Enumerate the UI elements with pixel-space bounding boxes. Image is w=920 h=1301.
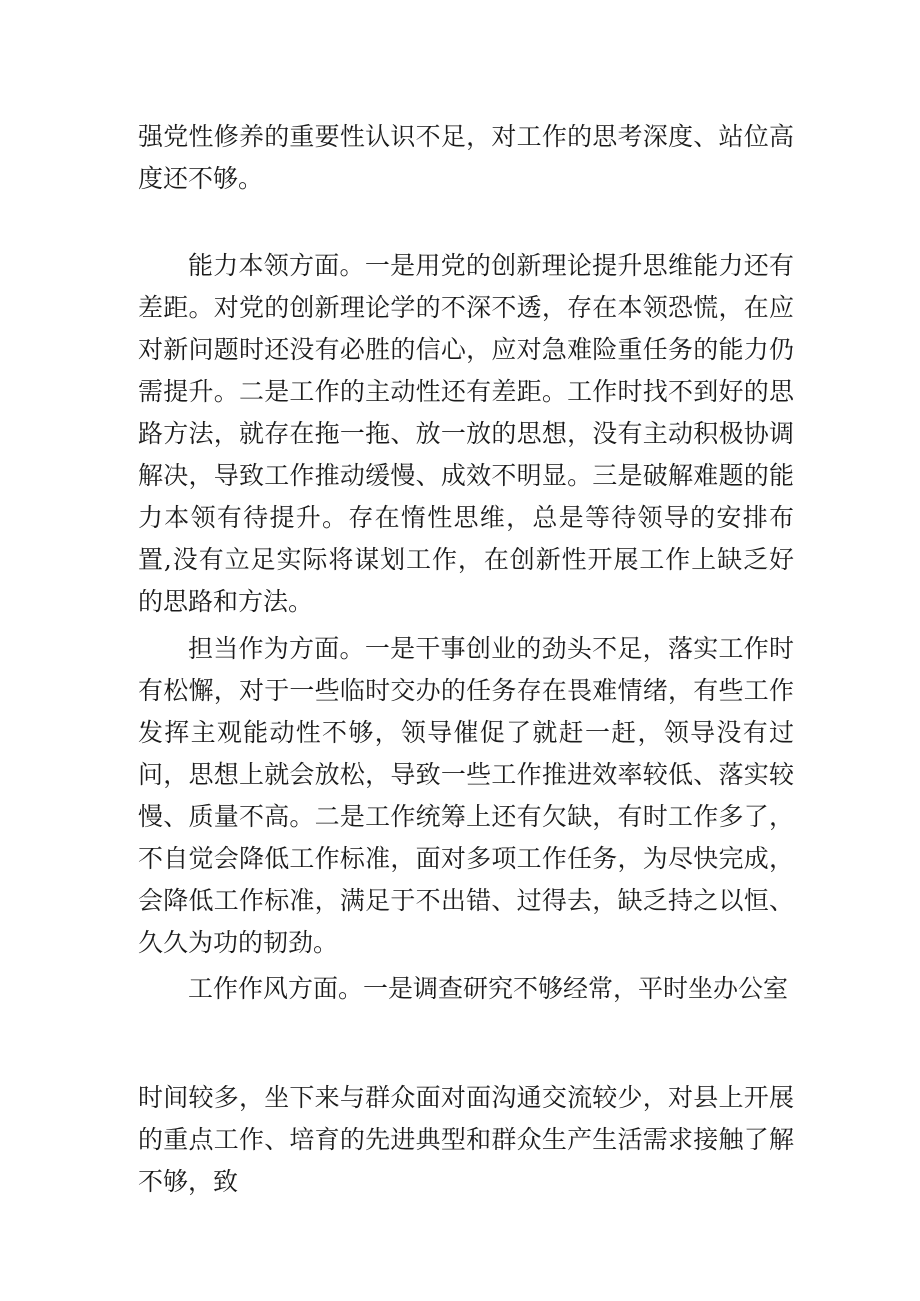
- paragraph-ability: 能力本领方面。一是用党的创新理论提升思维能力还有差距。对党的创新理论学的不深不透，存在本领恐慌，在应对新问题时还没有必胜的信心，应对急难险重任务的能力仍需提升。二是工作的主动性还有差距。工作时找不到好的思路方法，就存在拖一拖、放一放的思想，没有主动积极协调解决，导致工作推动缓慢、成效不明显。三是破解难题的能力本领有待提升。存在惰性思维，总是等待领导的安排布置,没有立足实际将谋划工作，在创新性开展工作上缺乏好的思路和方法。: [138, 251, 794, 616]
- paragraph-responsibility: 担当作为方面。一是干事创业的劲头不足，落实工作时有松懈，对于一些临时交办的任务存在畏难情绪，有些工作发挥主观能动性不够，领导催促了就赶一赶，领导没有过问，思想上就会放松，导致一些工作推进效率较低、落实较慢、质量不高。二是工作统筹上还有欠缺，有时工作多了，不自觉会降低工作标准，面对多项工作任务，为尽快完成，会降低工作标准，满足于不出错、过得去，缺乏持之以恒、久久为功的韧劲。: [138, 634, 794, 957]
- paragraph-party-awareness: 强党性修养的重要性认识不足，对工作的思考深度、站位高度还不够。: [138, 122, 794, 193]
- paragraph-work-style: 工作作风方面。一是调查研究不够经常，平时坐办公室: [188, 974, 789, 1003]
- paragraph-work-style-continued: 时间较多，坐下来与群众面对面沟通交流较少，对县上开展的重点工作、培育的先进典型和群众生产生活需求接触了解不够，致: [138, 1083, 794, 1196]
